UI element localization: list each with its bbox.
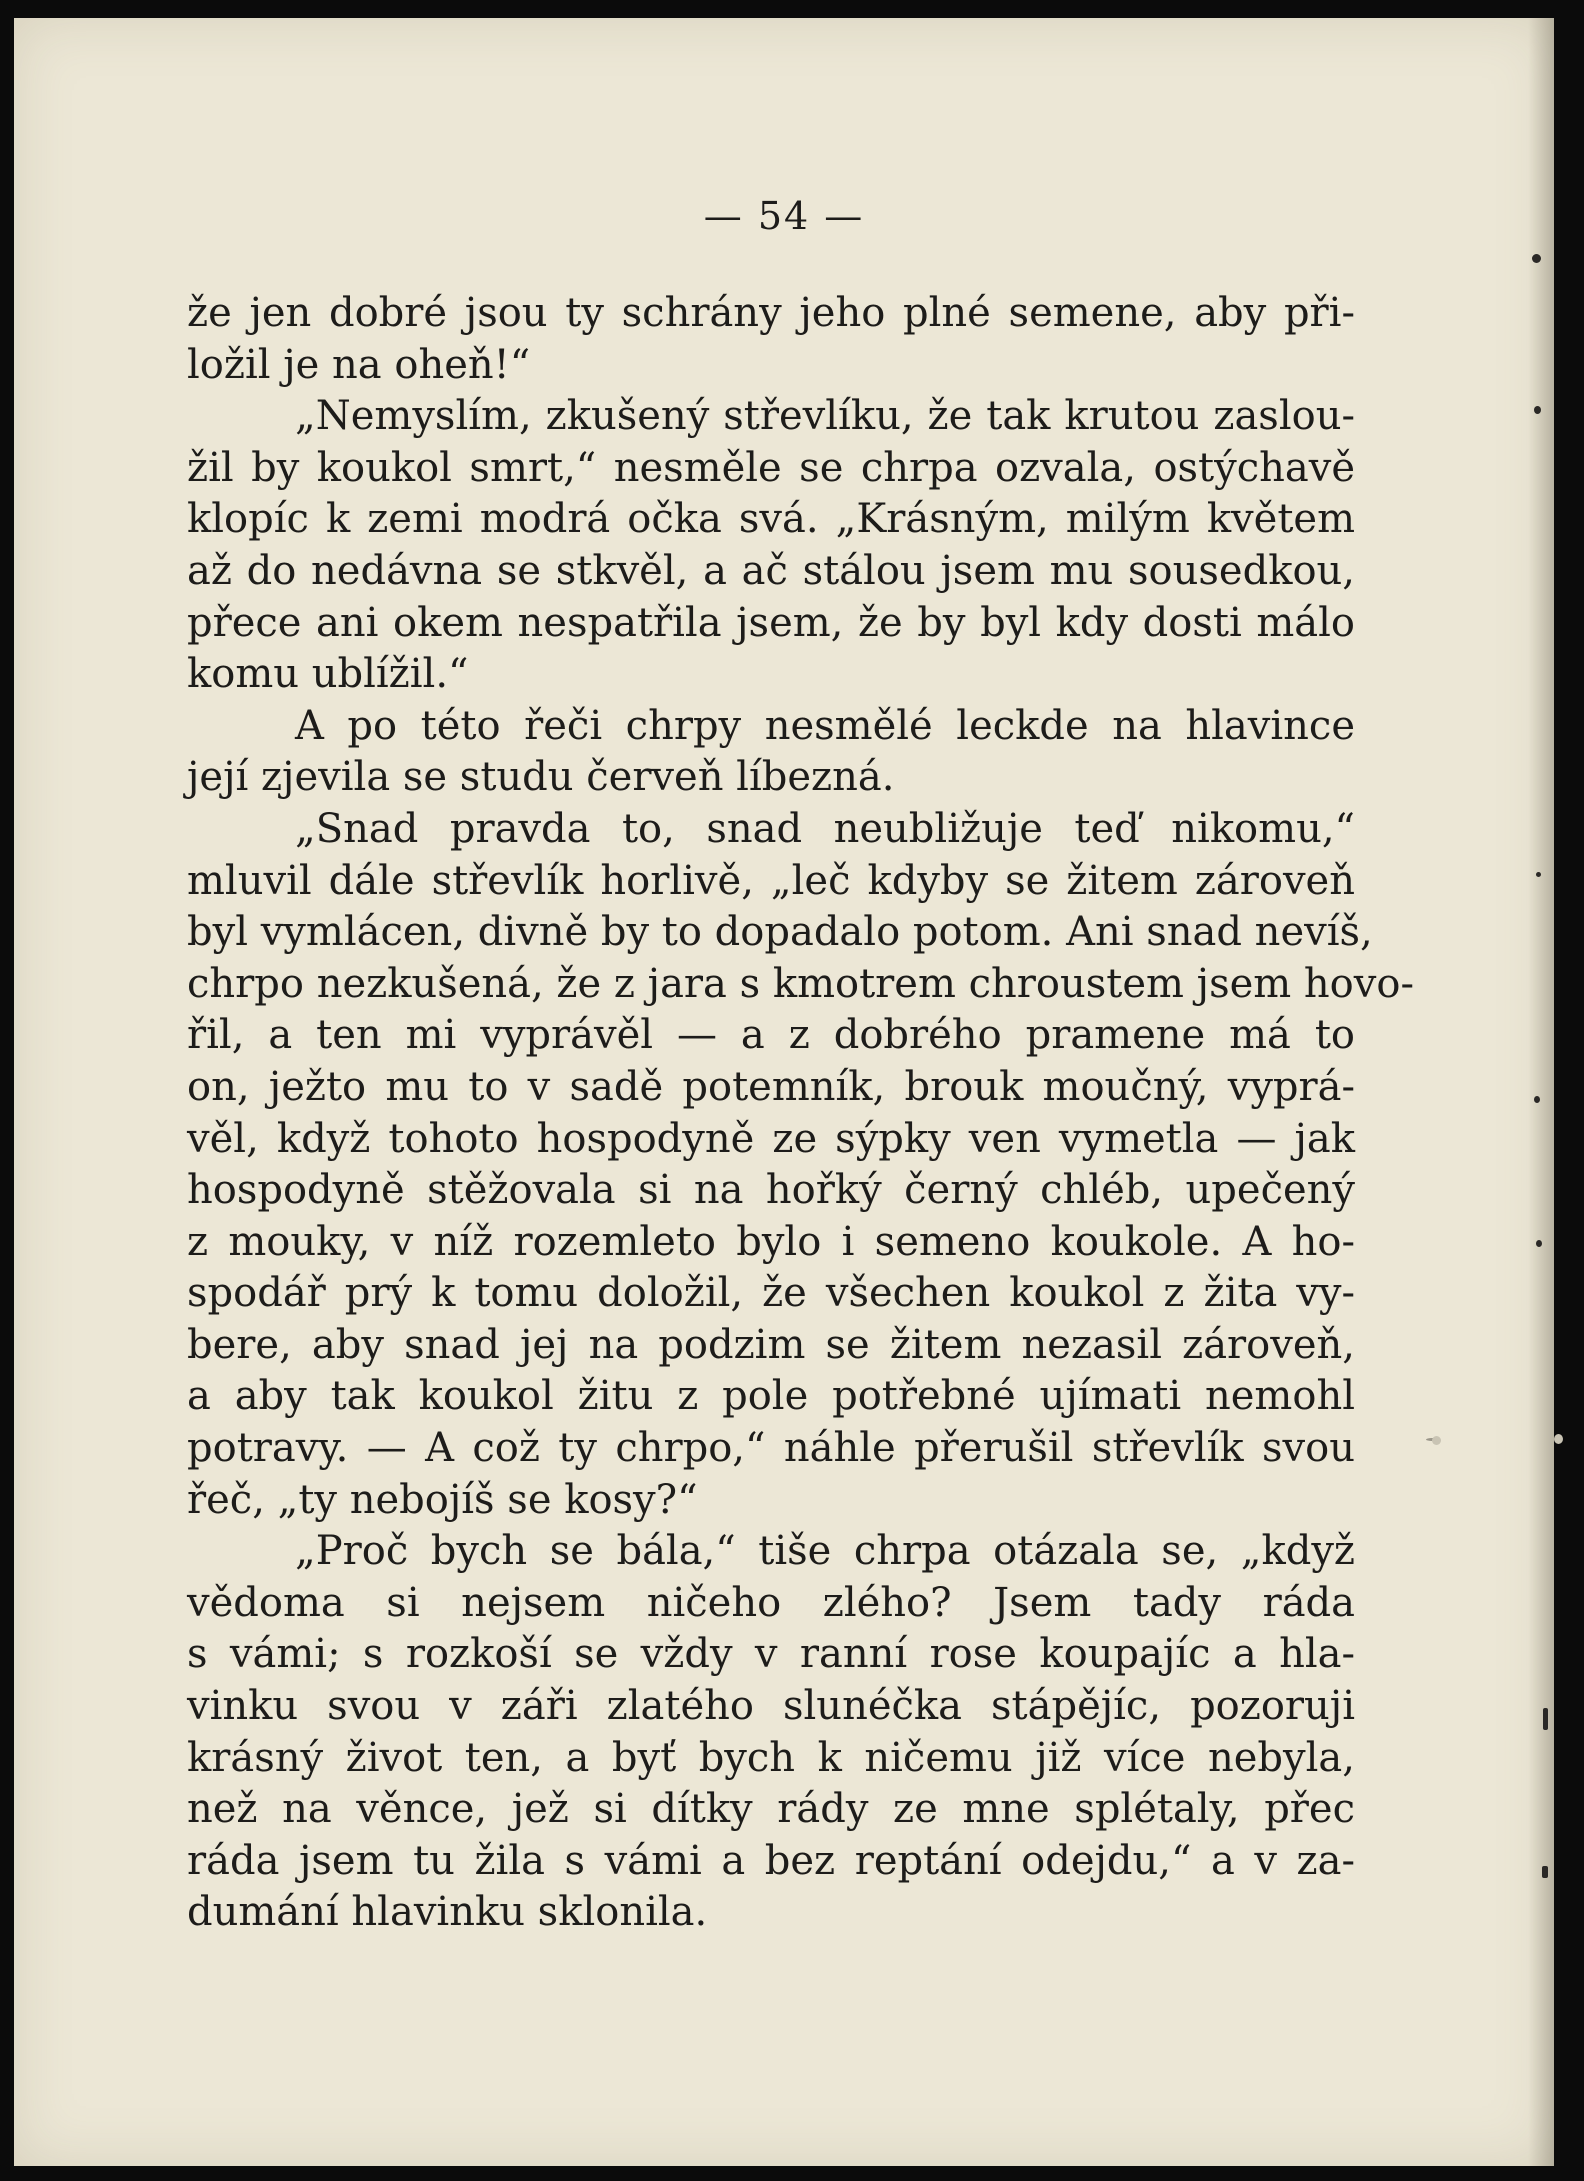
speck bbox=[1536, 1240, 1542, 1247]
text-line: ráda jsem tu žila s vámi a bez reptání odejdu,“ a v za- bbox=[187, 1837, 1355, 1884]
body-text bbox=[187, 288, 1414, 1939]
text-line: že jen dobré jsou ty schrány jeho plné semene, aby při- bbox=[187, 290, 1355, 336]
paragraph bbox=[187, 391, 1355, 701]
text-line: dumání hlavinku sklonila. bbox=[187, 1889, 708, 1936]
page-number: — 54 — bbox=[703, 194, 865, 238]
speck bbox=[1542, 1866, 1548, 1878]
speck bbox=[1534, 406, 1541, 414]
text-line: „Proč bych se bála,“ tiše chrpa otázala se, „když bbox=[295, 1528, 1355, 1575]
paragraph bbox=[187, 1526, 1355, 1939]
text-line: klopíc k zemi modrá očka svá. „Krásným, milým květem bbox=[187, 496, 1355, 543]
text-line: žil by koukol smrt,“ nesměle se chrpa ozvala, ostýchavě bbox=[187, 444, 1355, 491]
text-line: řeč, „ty nebojíš se kosy?“ bbox=[187, 1476, 698, 1523]
text-line: ložil je na oheň!“ bbox=[187, 341, 531, 388]
paragraph bbox=[187, 288, 1355, 391]
text-line: komu ublížil.“ bbox=[187, 651, 469, 698]
speck bbox=[1432, 1436, 1441, 1445]
text-line: z mouky, v níž rozemleto bylo i semeno koukole. A ho- bbox=[187, 1218, 1355, 1265]
text-line: spodář prý k tomu doložil, že všechen koukol z žita vy- bbox=[187, 1270, 1355, 1317]
text-line: věl, když tohoto hospodyně ze sýpky ven vymetla — jak bbox=[187, 1115, 1355, 1162]
text-line: a aby tak koukol žitu z pole potřebné ujímati nemohl bbox=[187, 1373, 1355, 1420]
speck bbox=[1543, 1708, 1548, 1730]
text-line: vědoma si nejsem ničeho zlého? Jsem tady ráda bbox=[187, 1579, 1355, 1626]
paragraph bbox=[187, 804, 1414, 1526]
text-line: řil, a ten mi vyprávěl — a z dobrého pramene má to bbox=[187, 1012, 1355, 1059]
paragraph bbox=[187, 701, 1355, 804]
speck bbox=[1534, 1096, 1540, 1103]
page-edge-shadow bbox=[1528, 18, 1554, 2166]
text-line: hospodyně stěžovala si na hořký černý chléb, upečený bbox=[187, 1167, 1355, 1214]
speck bbox=[1532, 254, 1541, 263]
speck bbox=[1536, 872, 1541, 877]
text-line: bere, aby snad jej na podzim se žitem nezasil zároveň, bbox=[187, 1321, 1355, 1368]
text-line: „Snad pravda to, snad neubližuje teď nikomu,“ bbox=[295, 805, 1355, 852]
text-line: její zjevila se studu červeň líbezná. bbox=[187, 754, 895, 801]
text-line: až do nedávna se stkvěl, a ač stálou jsem mu sousedkou, bbox=[187, 547, 1355, 594]
text-line: on, ježto mu to v sadě potemník, brouk moučný, vyprá- bbox=[187, 1063, 1355, 1110]
text-line: A po této řeči chrpy nesmělé leckde na hlavince bbox=[295, 702, 1355, 749]
text-line: „Nemyslím, zkušený střevlíku, že tak krutou zaslou- bbox=[295, 393, 1355, 440]
text-line: chrpo nezkušená, že z jara s kmotrem chroustem jsem hovo- bbox=[187, 960, 1414, 1007]
text-line: potravy. — A což ty chrpo,“ náhle přerušil střevlík svou bbox=[187, 1425, 1355, 1472]
text-line: krásný život ten, a byť bych k ničemu již více nebyla, bbox=[187, 1734, 1355, 1781]
text-line: vinku svou v záři zlatého slunéčka stápějíc, pozoruji bbox=[187, 1683, 1355, 1730]
text-line: s vámi; s rozkoší se vždy v ranní rose koupajíc a hla- bbox=[187, 1631, 1355, 1678]
text-line: byl vymlácen, divně by to dopadalo potom. Ani snad nevíš, bbox=[187, 909, 1373, 956]
speck bbox=[1554, 1434, 1563, 1444]
scanned-page bbox=[14, 18, 1554, 2166]
text-line: než na věnce, jež si dítky rády ze mne splétaly, přec bbox=[187, 1786, 1355, 1833]
text-line: přece ani okem nespatřila jsem, že by byl kdy dosti málo bbox=[187, 599, 1355, 646]
text-line: mluvil dále střevlík horlivě, „leč kdyby se žitem zároveň bbox=[187, 857, 1355, 904]
